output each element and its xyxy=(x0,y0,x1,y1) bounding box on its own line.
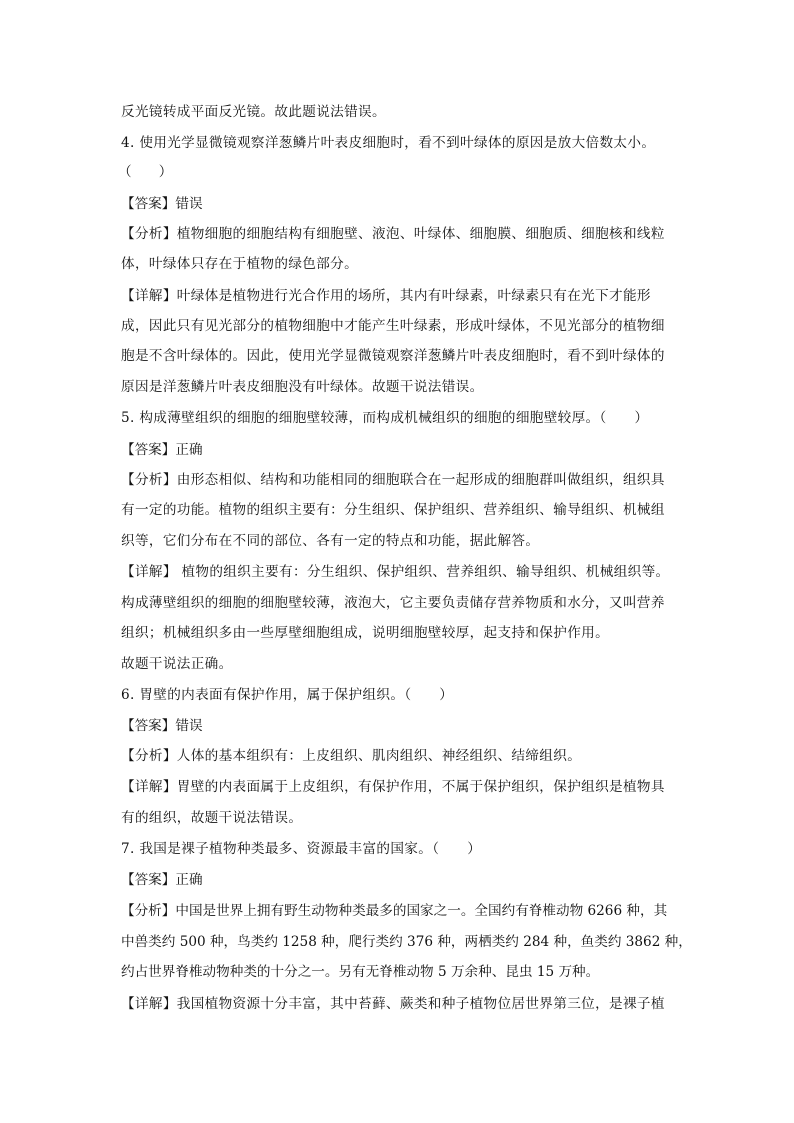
analysis-7-line-2: 中兽类约 500 种，鸟类约 1258 种，爬行类约 376 种，两栖类约 284 种，鱼类约 3862 种， xyxy=(121,934,692,950)
answer-6: 【答案】错误 xyxy=(121,718,203,734)
explanation-5-line-1: 【详解】 植物的组织主要有：分生组织、保护组织、营养组织、输导组织、机械组织等。 xyxy=(121,564,670,580)
question-4: 4. 使用光学显微镜观察洋葱鳞片叶表皮细胞时，看不到叶绿体的原因是放大倍数太小。 xyxy=(121,135,656,151)
analysis-7-line-1: 【分析】中国是世界上拥有野生动物种类最多的国家之一。全国约有脊椎动物 6266 种，其 xyxy=(121,903,668,919)
explanation-5-line-3: 组织；机械组织多由一些厚壁细胞组成，说明细胞壁较厚，起支持和保护作用。 xyxy=(121,625,610,641)
explanation-6-line-2: 有的组织，故题干说法错误。 xyxy=(121,810,303,826)
text-line-1: 反光镜转成平面反光镜。故此题说法错误。 xyxy=(121,104,386,120)
analysis-5-line-1: 【分析】由形态相似、结构和功能相同的细胞联合在一起形成的细胞群叫做组织，组织具 xyxy=(121,472,665,488)
explanation-4-line-2: 成，因此只有见光部分的植物细胞中才能产生叶绿素，形成叶绿体，不见光部分的植物细 xyxy=(121,318,665,334)
question-4-blank: （ ） xyxy=(118,164,173,180)
explanation-4-line-1: 【详解】叶绿体是植物进行光合作用的场所，其内有叶绿素，叶绿素只有在光下才能形 xyxy=(121,288,651,304)
explanation-4-line-4: 原因是洋葱鳞片叶表皮细胞没有叶绿体。故题干说法错误。 xyxy=(121,379,484,395)
analysis-5-line-2: 有一定的功能。植物的组织主要有：分生组织、保护组织、营养组织、输导组织、机械组 xyxy=(121,502,665,518)
explanation-7-line-1: 【详解】我国植物资源十分丰富，其中苔藓、蕨类和种子植物位居世界第三位，是裸子植 xyxy=(121,996,665,1012)
question-6: 6. 胃壁的内表面有保护作用，属于保护组织。（ ） xyxy=(121,687,454,703)
analysis-7-line-3: 约占世界脊椎动物种类的十分之一。另有无脊椎动物 5 万余种、昆虫 15 万种。 xyxy=(121,964,600,980)
answer-4: 【答案】错误 xyxy=(121,196,203,212)
analysis-4-line-2: 体，叶绿体只存在于植物的绿色部分。 xyxy=(121,256,359,272)
analysis-5-line-3: 织等，它们分布在不同的部位、各有一定的特点和功能，据此解答。 xyxy=(121,533,540,549)
explanation-4-line-3: 胞是不含叶绿体的。因此，使用光学显微镜观察洋葱鳞片叶表皮细胞时，看不到叶绿体的 xyxy=(121,348,665,364)
question-5: 5. 构成薄壁组织的细胞的细胞壁较薄，而构成机械组织的细胞的细胞壁较厚。（ ） xyxy=(121,410,649,426)
explanation-5-line-4: 故题干说法正确。 xyxy=(121,656,233,672)
analysis-6: 【分析】人体的基本组织有：上皮组织、肌肉组织、神经组织、结缔组织。 xyxy=(121,748,582,764)
explanation-6-line-1: 【详解】胃壁的内表面属于上皮组织，有保护作用，不属于保护组织，保护组织是植物具 xyxy=(121,779,665,795)
analysis-4-line-1: 【分析】植物细胞的细胞结构有细胞壁、液泡、叶绿体、细胞膜、细胞质、细胞核和线粒 xyxy=(121,226,665,242)
question-7: 7. 我国是裸子植物种类最多、资源最丰富的国家。（ ） xyxy=(121,841,482,857)
explanation-5-line-2: 构成薄壁组织的细胞的细胞壁较薄，液泡大，它主要负责储存营养物质和水分，又叫营养 xyxy=(121,595,665,611)
answer-7: 【答案】正确 xyxy=(121,872,203,888)
answer-5: 【答案】正确 xyxy=(121,442,203,458)
